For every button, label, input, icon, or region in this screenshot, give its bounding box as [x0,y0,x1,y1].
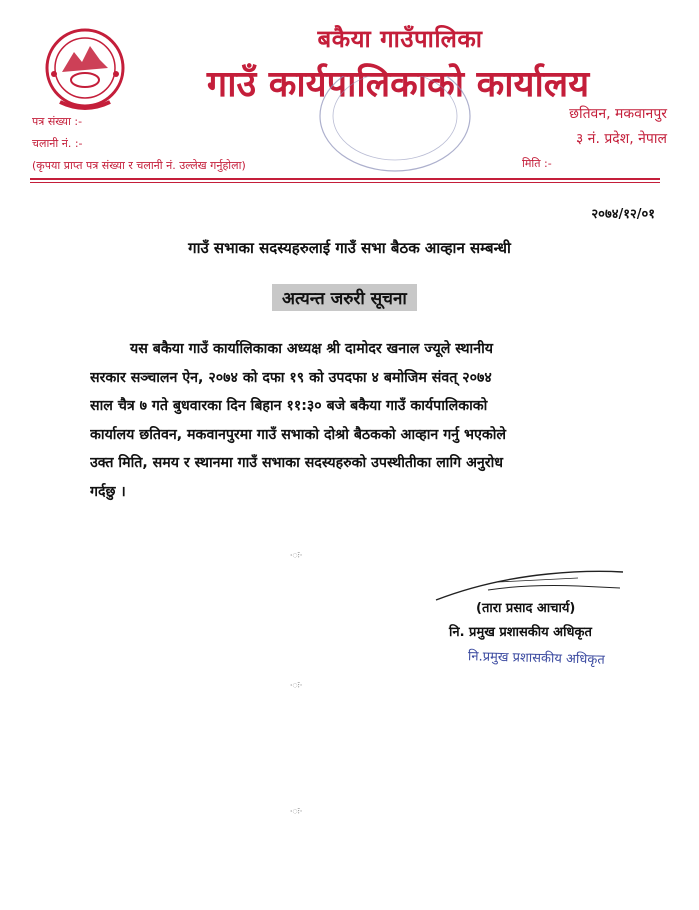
body-line-3: साल चैत्र ७ गते बुधवारका दिन बिहान ११:३० बजे बकैया गाउँ कार्यपालिकाको [90,398,488,415]
body-line-4: कार्यालय छतिवन, मकवानपुरमा गाउँ सभाको दोश्रो बैठकको आव्हान गर्नु भएकोले [90,426,507,443]
address-line-2: ३ नं. प्रदेश, नेपाल [575,131,667,147]
document-date: २०७४/१२/०१ [591,207,655,222]
ref-patra-sankhya: पत्र संख्या :- [32,115,83,128]
body-line-2: सरकार सञ्चालन ऐन, २०७४ को दफा १९ को उपदफा ४ बमोजिम संवत् २०७४ [90,369,492,386]
office-title: गाउँ कार्यपालिकाको कार्यालय [206,64,590,105]
body-line-5: उक्त मिति, समय र स्थानमा गाउँ सभाका सदस्यहरुको उपस्थीतीका लागि अनुरोध [90,455,504,472]
office-stamp-icon [300,76,490,186]
subject-line: गाउँ सभाका सदस्यहरुलाई गाउँ सभा बैठक आव्हान सम्बन्धी [188,239,511,257]
header-divider [30,178,660,180]
scan-mark: ·ः· [290,551,303,561]
header-divider-thin [30,182,660,183]
address-line-1: छतिवन, मकवानपुर [569,106,667,122]
date-label: मिति :- [522,157,552,170]
nepal-emblem-icon [40,22,130,118]
signer-name: (तारा प्रसाद आचार्य) [476,601,576,616]
seal-stamp-text: नि.प्रमुख प्रशासकीय अधिकृत [467,649,605,668]
body-paragraph [90,335,655,507]
signer-designation: नि. प्रमुख प्रशासकीय अधिकृत [449,625,592,640]
ref-chalani-number: चलानी नं. :- [32,137,83,150]
body-line-6: गर्दछु । [90,483,126,500]
ref-note: (कृपया प्राप्त पत्र संख्या र चलानी नं. उल्लेख गर्नुहोला) [32,159,246,172]
scan-mark: ·ः· [290,681,303,691]
scan-mark: ·ः· [290,807,303,817]
org-name: बकैया गाउँपालिका [317,25,483,53]
body-line-1: यस बकैया गाउँ कार्यालिकाका अध्यक्ष श्री दामोदर खनाल ज्यूले स्थानीय [130,341,494,357]
notice-heading: अत्यन्त जरुरी सूचना [272,284,417,311]
